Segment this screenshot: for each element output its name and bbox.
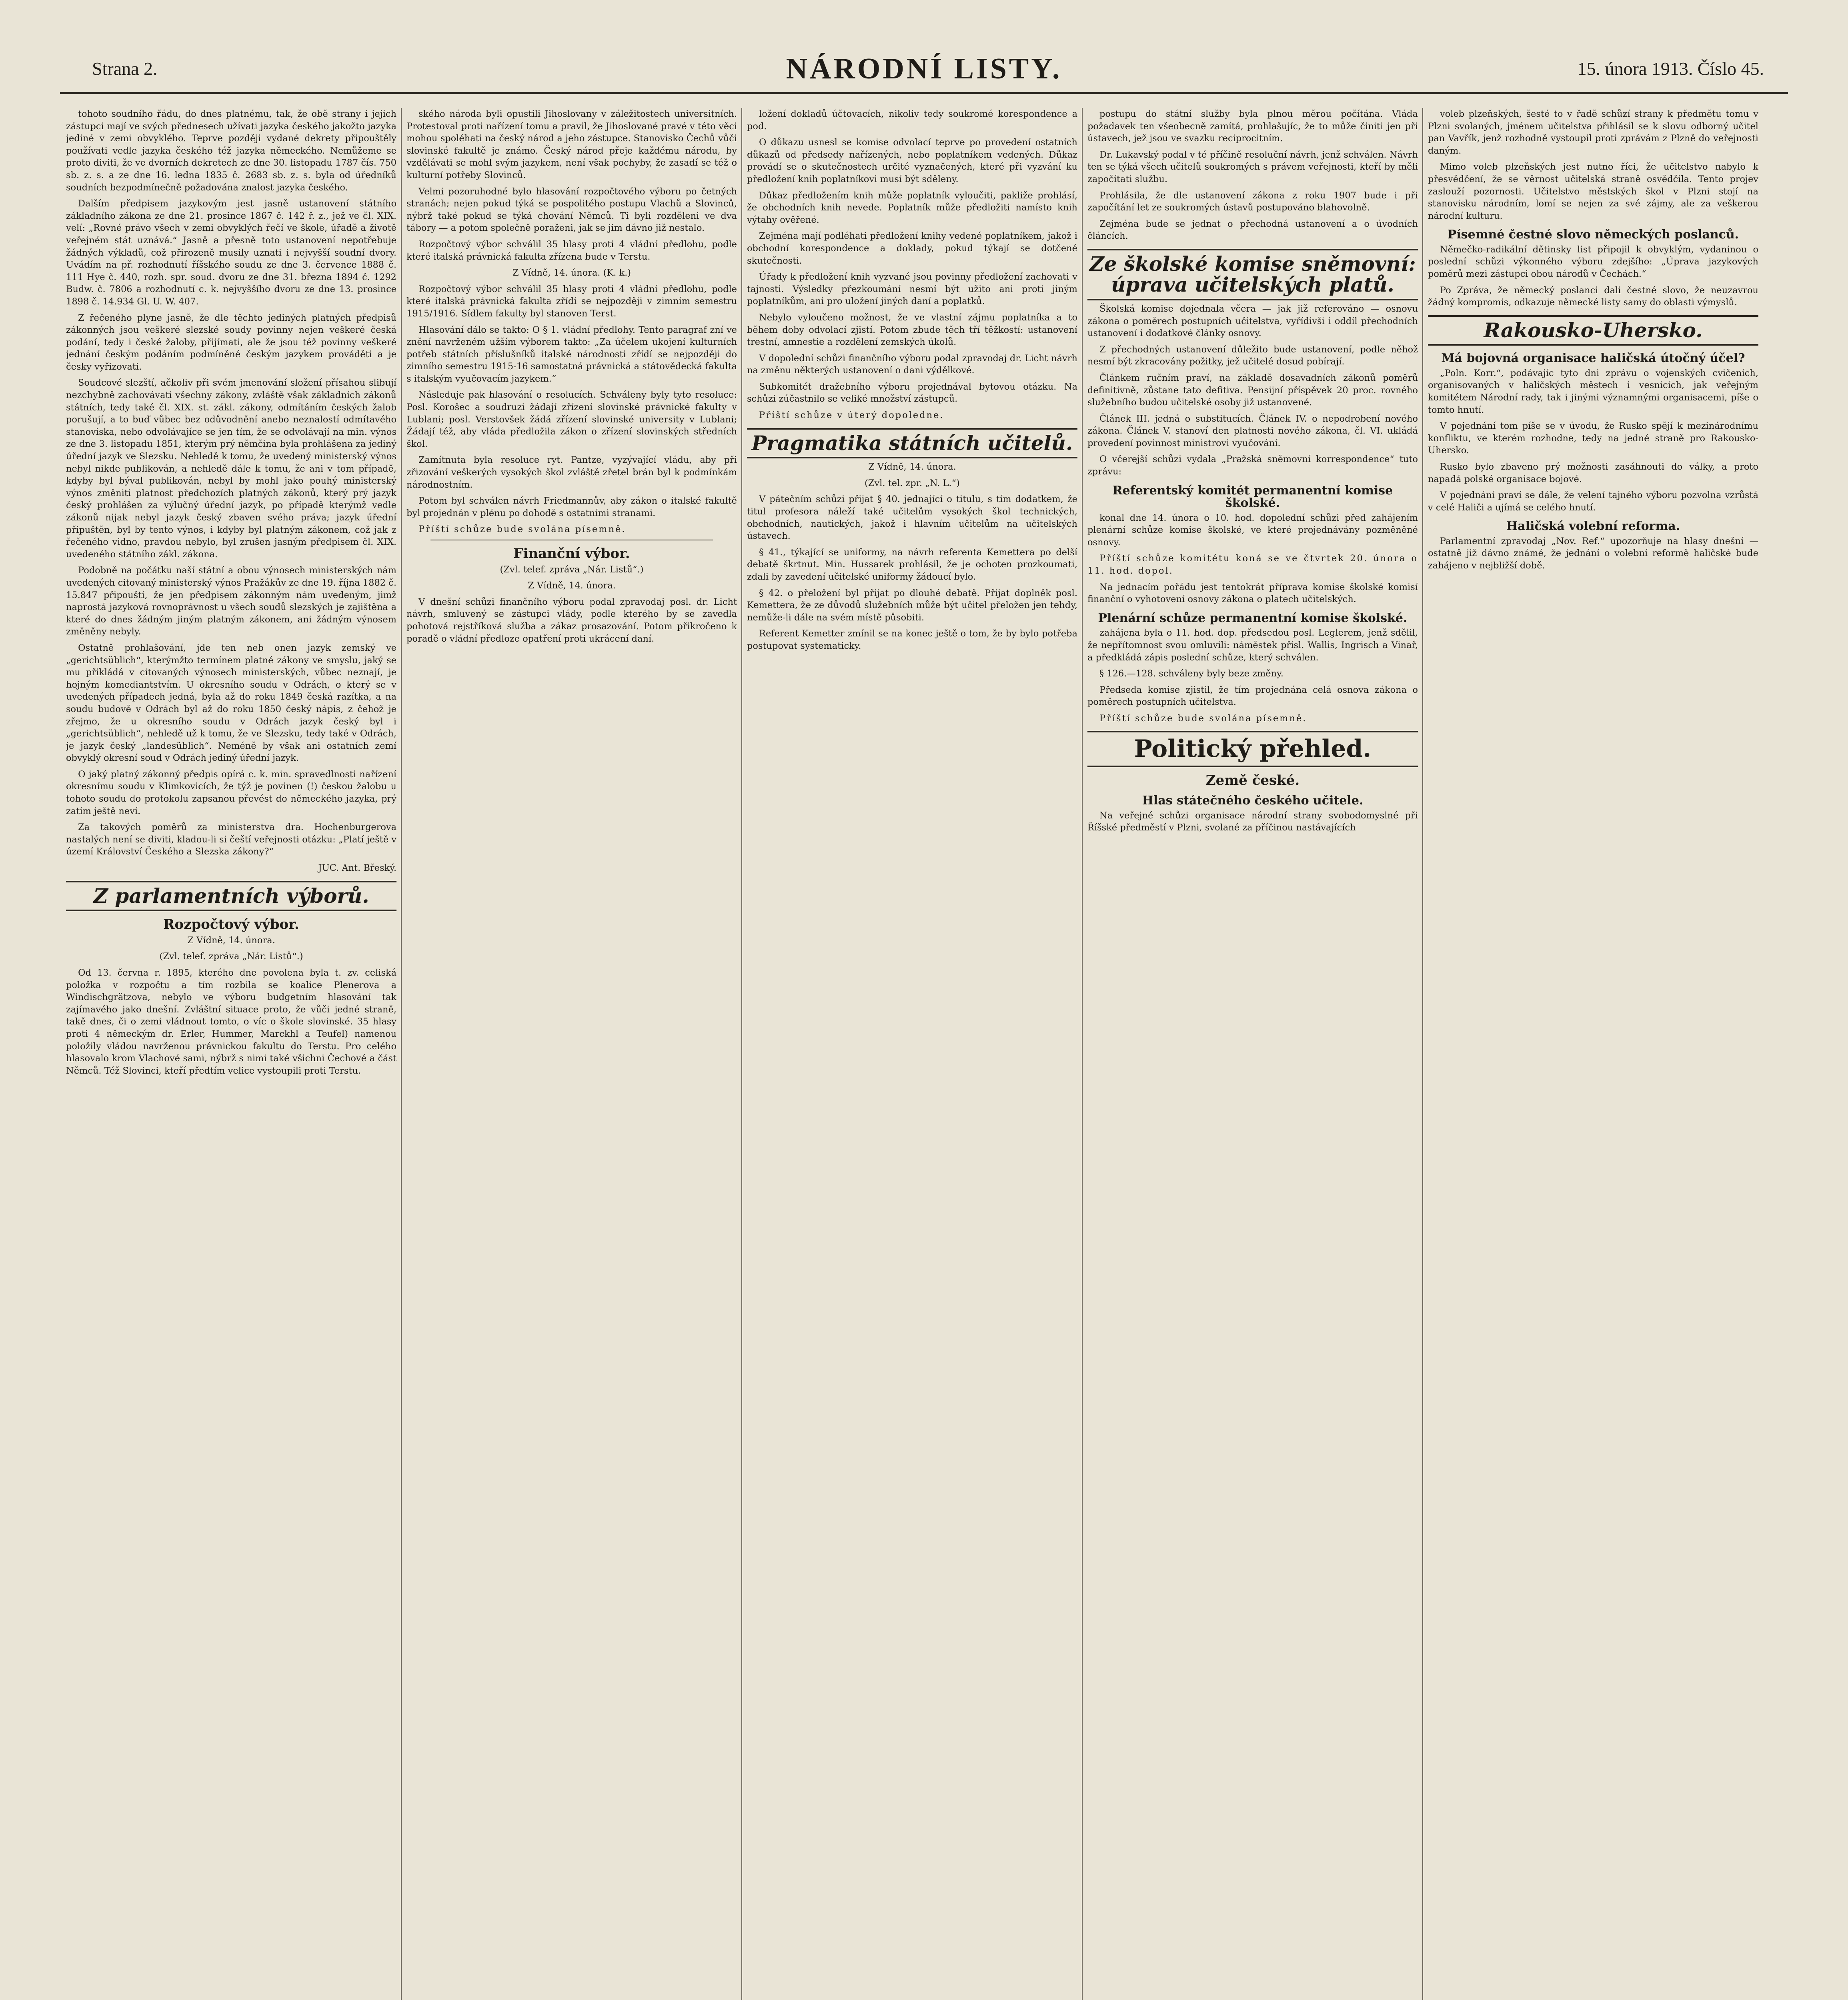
article-paragraph: O jaký platný zákonný předpis opírá c. k. min. spravedlnosti nařízení okresnímu soudu v Klimkovicích, že týž je povinen (!) českou žalobu u tohoto soudu do protokolu zapsanou převést do německého jazyka, prý zatím ještě neví.: [66, 769, 396, 816]
subsection-heading: Referentský komitét permanentní komise školské.: [1112, 483, 1393, 510]
article-paragraph: Zejména bude se jednat o přechodná ustanovení a o úvodních článcích.: [1087, 218, 1418, 242]
article-paragraph: Od 13. června r. 1895, kterého dne povolena byla t. zv. celiská položka v rozpočtu a tím rozbila se koalice Plenerova a Windischgrätzova, nebylo ve výboru budgetním hlasování tak zajímavého jako dnešní. Zvláštní situace proto, že vůči jedné straně, takě dnes, či o zemi vládnout tomto, o víc o škole slovinské. 35 hlasy proti 4 německým dr. Erler, Hummer, Marckhl a Teufel) namenou položily vládou navrženou právnickou fakultu do Terstu. Pro celého hlasovalo krom Vlachové sami, nýbrž s nimi také všichni Čechové a část Němců. Též Slovinci, kteří předtím velice vystoupili proti Terstu.: [66, 968, 396, 1076]
article-paragraph: § 41., týkající se uniformy, na návrh referenta Kemettera po delší debatě škrtnut. Min. Hussarek prohlásil, že je ochoten prozkoumati, zdali by zavedení učitelské uniformy žádoucí bylo.: [747, 547, 1077, 582]
article-paragraph: ložení dokladů účtovacích, nikoliv tedy soukromé korespondence a pod.: [747, 109, 1077, 132]
article-paragraph: Na veřejné schůzi organisace národní strany svobodomyslné při Říšské předměstí v Plzni, svolané za příčinou nastávajících: [1087, 810, 1418, 833]
subsection-heading: Země české.: [1205, 772, 1300, 789]
issue-date: 15. února 1913. Číslo 45.: [1577, 58, 1764, 79]
dateline: Z Vídně, 14. února.: [528, 580, 616, 591]
article-paragraph: tohoto soudního řádu, do dnes platnému, tak, že obě strany i jejich zástupci mají ve svých přednesech užívati jazyka českého jakožto jazyka jediné v zemi obvyklého. Teprve později vydané dekrety připouštěly používati vedle jazyka českého též jazyka německého. Nemůžeme se proto diviti, že ve dvorních dekretech ze dne 30. listopadu 1787 čís. 750 sb. z. s. a ze dne 16. ledna 1835 č. 2683 sb. z. s. byla od úředníků soudních bezpodmínečně požadována znalost jazyka českého.: [66, 109, 396, 193]
column-5: [1428, 108, 1758, 2000]
subsection-heading: Hlas státečného českého učitele.: [1142, 794, 1363, 808]
article-paragraph: Příští schůze komitétu koná se ve čtvrtek 20. února o 11. hod. dopol.: [1087, 553, 1418, 576]
article-paragraph: Po Zpráva, že německý poslanci dali čestné slovo, že neuzavrou žádný kompromis, odkazuje německé listy samy do oblasti výmyslů.: [1428, 285, 1758, 308]
section-heading: Ze školské komise sněmovní: úprava učitelských platů.: [1087, 249, 1418, 300]
dateline: Z Vídně, 14. února.: [868, 462, 956, 472]
article-paragraph: Důkaz předložením knih může poplatník vyloučiti, pakliže prohlásí, že obchodních knih nevede. Poplatník může předložiti namísto knih výtahy ověřené.: [747, 190, 1077, 225]
subsection-heading: Má bojovná organisace haličská útočný účel?: [1441, 351, 1745, 366]
article-paragraph: konal dne 14. února o 10. hod. dopolední schůzi před zahájením plenární schůze komise školské, ve které projednávány pozměněné osnovy.: [1087, 512, 1418, 548]
article-paragraph: Z řečeného plyne jasně, že dle těchto jediných platných předpisů zákonných jsou veškeré slezské soudy povinny nejen veškeré česká podání, tedy i české žaloby, přijímati, ale že jsou též povinny veškeré jednání českým podáním podmíněné českým jazykem prováděti a je česky vyřizovati.: [66, 312, 396, 372]
article-paragraph: V dnešní schůzi finančního výboru podal zpravodaj posl. dr. Licht návrh, smluvený se zástupci vlády, podle kterého by se zavedla pohotová rejstříková služba a zákaz prosazování. Potom přikročeno k poradě o vládní předloze opatření proti ukrácení daní.: [406, 596, 737, 644]
article-paragraph: Školská komise dojednala včera — jak již referováno — osnovu zákona o poměrech postupních učitelstva, vyřídivši i oddíl přechodních ustanovení i dodatkové články osnovy.: [1087, 303, 1418, 339]
article-paragraph: V pátečním schůzi přijat § 40. jednající o titulu, s tím dodatkem, že titul profesora náleží také učitelům vysokých škol technických, obchodních, nautických, jakož i hlavním učitelům na učitelských ústavech.: [747, 494, 1077, 542]
column-divider: [1082, 108, 1083, 2000]
article-paragraph: voleb plzeňských, šesté to v řadě schůzí strany k předmětu tomu v Plzni svolaných, jménem učitelstva přihlásil se k slovu odborný učitel pan Vavřík, jenž rozhodně vystoupil proti zprávám z Plzně do veřejnosti daným.: [1428, 109, 1758, 156]
article-paragraph: Dalším předpisem jazykovým jest jasně ustanovení státního základního zákona ze dne 21. prosince 1867 č. 142 ř. z., jež ve čl. XIX. velí: „Rovné právo všech v zemi obvyklých řečí ve škole, úřadě a životě veřejném stát uznává.“ Jasně a přesně toto ustanovení nepotřebuje žádných výkladů, což přirozeně musily uznati i nejvyšší soudní dvory. Uvádím na př. rozhodnutí říšského soudu ze dne 3. července 1888 č. 111 Hye č. 440, rozh. spr. soud. dvoru ze dne 31. března 1894 č. 1292 Budw. č. 7806 a rozhodnutí c. k. nejvyššího dvoru ze dne 13. prosince 1898 č. 14.934 Gl. U. W. 407.: [66, 198, 396, 307]
article-paragraph: § 42. o přeložení byl přijat po dlouhé debatě. Přijat doplněk posl. Kemettera, že ze důvodů služebních může být učitel přeložen jen tehdy, nemůže-li dále na svém místě působiti.: [747, 588, 1077, 623]
column-3: [747, 108, 1077, 2000]
article-paragraph: Referent Kemetter zmínil se na konec ještě o tom, že by bylo potřeba postupovat systematicky.: [747, 628, 1077, 651]
dateline: Z Vídně, 14. února. (K. k.): [512, 268, 631, 278]
article-paragraph: Potom byl schválen návrh Friedmannův, aby zákon o italské fakultě byl projednán v plénu po dohodě s ostatními stranami.: [406, 496, 737, 518]
agency-line: (Zvl. telef. zpráva „Nár. Listů“.): [500, 564, 644, 575]
article-paragraph: postupu do státní služby byla plnou měrou počítána. Vláda požadavek ten všeobecně zamítá, prohlašujíc, že to může činiti jen při ústavech, jež jsou ve svazku reciprocitním.: [1087, 109, 1418, 144]
column-4: [1087, 108, 1418, 2000]
subsection-heading: Plenární schůze permanentní komise školské.: [1098, 611, 1408, 625]
page-number: Strana 2.: [92, 58, 158, 79]
section-heading: Politický přehled.: [1087, 731, 1418, 767]
column-2: [406, 108, 737, 2000]
subsection-heading: Haličská volební reforma.: [1506, 519, 1680, 534]
section-heading: Z parlamentních výborů.: [66, 881, 396, 912]
column-1: [66, 108, 396, 2000]
article-paragraph: Předseda komise zjistil, že tím projednána celá osnova zákona o poměrech postupních učitelstva.: [1087, 684, 1418, 708]
article-paragraph: O včerejší schůzi vydala „Pražská sněmovní korrespondence“ tuto zprávu:: [1087, 454, 1418, 477]
article-paragraph: V dopolední schůzi finančního výboru podal zpravodaj dr. Licht návrh na změnu některých ustanovení o dani výdělkové.: [747, 353, 1077, 376]
agency-line: (Zvl. tel. zpr. „N. L.“): [865, 478, 960, 488]
masthead: NÁRODNÍ LISTY.: [786, 52, 1062, 85]
article-paragraph: Parlamentní zpravodaj „Nov. Ref.“ upozorňuje na hlasy dnešní — ostatně již dávno známé, že jednání o volební reformě haličské bude zahájeno v nejbližší době.: [1428, 536, 1758, 571]
article-paragraph: V pojednání tom píše se v úvodu, že Rusko spějí k mezinárodnímu konfliktu, ve kterém rozhodne, tedy na jedné straně pro Rakousko-Uhersko.: [1428, 421, 1758, 456]
article-paragraph: Na jednacím pořádu jest tentokrát příprava komise školské komisí finanční o vyhotovení osnovy zákona o platech učitelských.: [1087, 582, 1418, 605]
article-paragraph: Zamítnuta byla resoluce ryt. Pantze, vyzývající vládu, aby při zřizování veškerých vysokých škol zvláště zřetel brán byl k podmínkám národnostním.: [406, 455, 737, 490]
subsection-heading: Písemné čestné slovo německých poslanců.: [1447, 228, 1739, 242]
section-heading: Rakousko-Uhersko.: [1428, 315, 1758, 346]
column-divider: [401, 108, 402, 2000]
article-paragraph: Němečko-radikální dětinsky list připojil k obvyklým, vydaninou o poslední schůzi výkonného výboru zdejšího: „Úprava jazykových poměrů mezi zástupci obou národů v Čechách.“: [1428, 244, 1758, 280]
article-paragraph: Rusko bylo zbaveno prý možnosti zasáhnouti do války, a proto napadá polské organisace bojové.: [1428, 461, 1758, 484]
article-paragraph: Prohlásila, že dle ustanovení zákona z roku 1907 bude i při započítání let ze soukromých ústavů postupováno blahovolně.: [1087, 190, 1418, 213]
article-paragraph: Z přechodných ustanovení důležito bude ustanovení, podle něhož nesmí být zkracovány požitky, jež učitelé dosud pobírají.: [1087, 344, 1418, 367]
article-paragraph: Hlasování dálo se takto: O § 1. vládní předlohy. Tento paragraf zní ve znění navrženém užším výborem takto: „Za účelem ukojení kulturních potřeb státních příslušníků italské národnosti zřídí se nejpozději do zimního semestru 1915-16 samostatná právnická a státovědecká fakulta s italským vyučovacím jazykem.“: [406, 324, 737, 384]
article-paragraph: Příští schůze bude svolána písemně.: [1099, 713, 1307, 724]
article-paragraph: Článkem ručním praví, na základě dosavadních zákonů poměrů definitivně, zůstane tato defitiva. Pensijní příspěvek 20 proc. rovného služebního budou učitelské osoby již ustanovené.: [1087, 372, 1418, 408]
article-paragraph: „Poln. Korr.“, podávajíc tyto dni zprávu o vojenských cvičeních, organisovaných v haličských městech i vesnicích, jak veřejným komitétem Národní rady, tak i jinými významnými organisacemi, píše o tomto hnutí.: [1428, 368, 1758, 415]
article-paragraph: Dr. Lukavský podal v té příčině resoluční návrh, jenž schválen. Návrh ten se týká všech učitelů soukromých s právem veřejnosti, kteří by měli započítati službu.: [1087, 149, 1418, 184]
subsection-heading: Rozpočtový výbor.: [163, 916, 299, 933]
article-paragraph: Velmi pozoruhodné bylo hlasování rozpočtového výboru po četných stranách; nejen pokud týká se pospolitého postupu Vlachů a Slovinců, nýbrž také pokud se týká chování Němců. Ti byli rozděleni ve dva tábory — a potom společně poraženi, jak se jim dávno již nestalo.: [406, 186, 737, 234]
column-divider: [1422, 108, 1423, 2000]
agency-line: (Zvl. telef. zpráva „Nár. Listů“.): [159, 951, 303, 962]
article-paragraph: Podobně na počátku naší státní a obou výnosech ministerských nám uvedených citovaný ministerský výnos Pražákův ze dne 19. října 1882 č. 15.847 připouští, že jen předpisem zákonným nám uvedeným, jimž naprostá jazyková rovnoprávnost u všech soudů slezských je zajištěna a které do dnes žádným jiným platným zákonem, ani žádným výnosem změněny nebyly.: [66, 565, 396, 637]
article-paragraph: ského národa byli opustili Jihoslovany v záležitostech universitních. Protestoval proti nařízení tomu a pravil, že Jihoslované pravé v této věci mohou spoléhati na český národ a jeho zástupce. Stanovisko Čechů vůči slovinské fakultě je známo. Český národ přeje každému národu, by vzdělávati se mohl svým jazykem, není však pochyby, že zasadí se též o kulturní potřeby Slovinců.: [406, 109, 737, 180]
section-heading: Pragmatika státních učitelů.: [747, 428, 1077, 459]
article-paragraph: Příští schůze v úterý dopoledne.: [759, 410, 944, 421]
article-paragraph: Soudcové slezští, ačkoliv při svém jmenování složení přísahou slibují nezchybně zachovávati všechny zákony, zvláště však základních zákonů státních, tedy také čl. XIX. st. zákl. zákony, odmítáním českých žalob porušují, a to buď vůbec bez odůvodnění anebo neznalostí odmítavého stanoviska, nebo odvolávajíce se jen tím, že se odvolávají na min. výnos ze dne 3. listopadu 1851, kterým prý němčina byla prohlášena za jediný úřední jazyk ve Slezsku. Nehledě k tomu, že uvedený ministerský výnos nebyl nikde publikován, a nehledě dále k tomu, že ani v tom případě, kdyby byl býval publikován, nebyl by mohl jako pouhý ministerský výnos změniti platnost předchozích platných zákonů, který prý jazyk český prohlášen za výlučný úřední jazyk, po případě kterýmž vedle zákonů nijak nebyl jazyk český zbaven svého práva; jazyk úřední připuštěn, byl by tento výnos, i kdyby byl platným zákonem, což jak z řečeného vidno, pravdou nebylo, byl zrušen jasným předpisem čl. XIX. uvedeného státního zákl. zákona.: [66, 378, 396, 560]
article-paragraph: Úřady k předložení knih vyzvané jsou povinny předložení zachovati v tajnosti. Výsledky přezkoumání nesmí být užito ani proti jiným poplatníkům, ani pro uložení jiných daní a poplatků.: [747, 272, 1077, 307]
article-paragraph: Článek III. jedná o substitucích. Článek IV. o nepodrobení nového zákona. Článek V. stanoví den platnosti nového zákona, čl. VI. ukládá provedení povinnost ministrovi vyučování.: [1087, 413, 1418, 448]
article-paragraph: Ostatně prohlašování, jde ten neb onen jazyk zemský ve „gerichtsüblich“, kterýmžto termínem platné zákony ve smyslu, jaký se mu přikládá v citovaných výnosech ministerských, vůbec neznají, je hojným komediantstvím. U okresního soudu v Odrách, o který se v uvedených případech jedná, byla až do roku 1849 česká razítka, a na soudu budově v Odrách byl až do roku 1850 český nápis, z čehož je zřejmo, že u okresního soudu v Odrách jazyk český byl i „gerichtsüblich“, nehledě už k tomu, že ve Slezsku, tedy také v Odrách, je jazyk český „landesüblich“. Neméně by však ani ostatních zemí obvyklý okresní soud v Odrách jediný úřední jazyk.: [66, 642, 396, 764]
article-paragraph: Nebylo vyloučeno možnost, že ve vlastní zájmu poplatníka a to během doby odvolací zjistí. Potom zbude těch tří těžkostí: ustanovení trestní, amnestie a rozdělení zemských úkolů.: [747, 312, 1077, 348]
article-paragraph: zahájena byla o 11. hod. dop. předsedou posl. Leglerem, jenž sdělil, že nepřítomnost svou omluvili: náměstek přísl. Wallis, Ingrisch a Vinař, a předkládá zápis poslední schůze, který schválen.: [1087, 628, 1418, 663]
subsection-heading: Finanční výbor.: [513, 546, 630, 562]
page-header: [60, 48, 1788, 94]
author-signature: JUC. Ant. Břeský.: [318, 863, 396, 874]
article-paragraph: Mimo voleb plzeňských jest nutno říci, že učitelstvo nabylo k přesvědčení, že se věrnost učitelská straně osvědčila. Tento projev zaslouží pozornosti. Učitelstvo městských škol v Plzni stojí na stanovisku národním, lomí se nejen za své zájmy, ale za veškerou národní kulturu.: [1428, 162, 1758, 221]
article-paragraph: Rozpočtový výbor schválil 35 hlasy proti 4 vládní předlohu, podle které italská právnická fakulta zřízena bude v Terstu.: [406, 239, 737, 262]
article-paragraph: § 126.—128. schváleny byly beze změny.: [1099, 668, 1283, 679]
article-paragraph: Subkomitét dražebního výboru projednával bytovou otázku. Na schůzi zúčastnilo se veliké množství zástupců.: [747, 381, 1077, 404]
dateline: Z Vídně, 14. února.: [187, 935, 275, 946]
article-paragraph: Rozpočtový výbor schválil 35 hlasy proti 4 vládní předlohu, podle které italská právnická fakulta zřídí se nejpozději v zimním semestru 1915/1916. Sídlem fakulty byl stanoven Terst.: [406, 284, 737, 319]
article-paragraph: Zejména mají podléhati předložení knihy vedené poplatníkem, jakož i obchodní korespondence a doklady, pokud týkají se dotčené skutečnosti.: [747, 231, 1077, 266]
article-paragraph: Za takových poměrů za ministerstva dra. Hochenburgerova nastalých není se diviti, kladou-li si čeští veřejnosti otázku: „Platí ještě v území Království Českého a Slezska zákony?“: [66, 822, 396, 857]
column-divider: [741, 108, 742, 2000]
article-paragraph: Příští schůze bude svolána písemně.: [418, 524, 626, 535]
article-paragraph: Následuje pak hlasování o resolucích. Schváleny byly tyto resoluce: Posl. Korošec a soudruzi žádají zřízení slovinské právnické fakulty v Lublani; posl. Verstovšek žádá zřízení slovinské university v Lublani; Žádají též, aby vláda předložila zákon o zřízení slovinských středních škol.: [406, 390, 737, 449]
article-paragraph: O důkazu usnesl se komise odvolací teprve po provedení ostatních důkazů od předsedy nařízených, nebo poplatníkem vedených. Důkaz provádí se o skutečnostech určité vyznačených, které při vyzvání ku předložení knih poplatníkovi musí být sděleny.: [747, 137, 1077, 184]
article-paragraph: V pojednání praví se dále, že velení tajného výboru pozvolna vzrůstá v celé Haliči a ujímá se celého hnutí.: [1428, 490, 1758, 513]
